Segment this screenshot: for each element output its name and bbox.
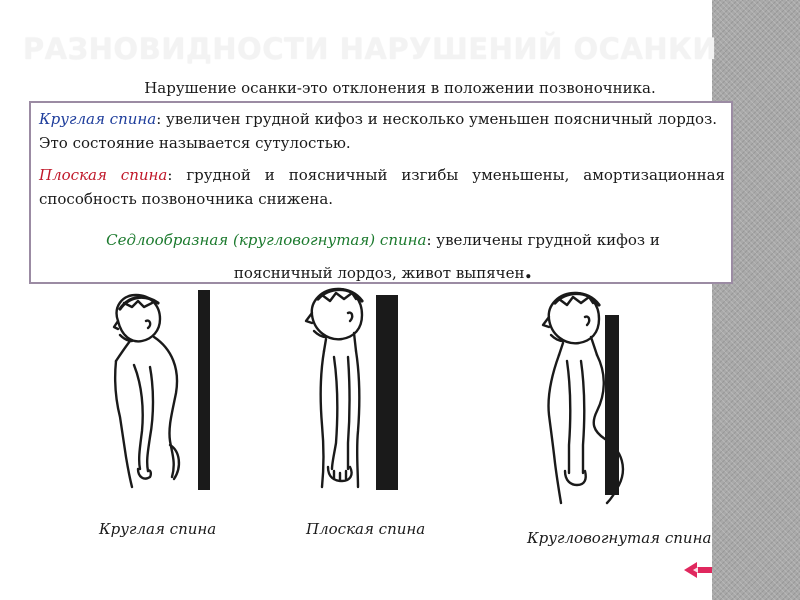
saddle-back-figure [535, 285, 660, 510]
slide-title: РАЗНОВИДНОСТИ НАРУШЕНИЙ ОСАНКИ [22, 32, 718, 66]
caption-flat-back: Плоская спина [306, 520, 426, 538]
slide-subtitle: Нарушение осанки-это отклонения в положении позвоночника. [144, 79, 656, 97]
definition-round-back [39, 107, 725, 155]
round-back-figure [80, 285, 210, 495]
caption-saddle-back: Кругловогнутая спина [527, 529, 712, 547]
caption-round-back: Круглая спина [99, 520, 217, 538]
back-arrow-icon[interactable] [683, 560, 713, 580]
flat-back-figure [298, 285, 408, 495]
definition-flat-back-text: : грудной и поясничный изгибы уменьшены, амортизационная способность позвоночника снижена. [39, 166, 725, 208]
definition-flat-back [39, 163, 725, 211]
definition-saddle-back-text-2: поясничный лордоз, живот выпячен [233, 264, 525, 282]
term-saddle-back: Седлообразная (кругловогнутая) спина [106, 231, 427, 249]
definition-saddle-back-text-1: : увеличены грудной кифоз и [426, 231, 660, 249]
term-round-back: Круглая спина [39, 110, 157, 128]
definition-saddle-back [31, 225, 735, 289]
definitions-box [29, 101, 733, 284]
term-flat-back: Плоская спина [39, 166, 168, 184]
definition-round-back-text: : увеличен грудной кифоз и несколько уменьшен поясничный лордоз. Это состояние называется сутулостью. [39, 110, 718, 152]
definition-end-mark: . [524, 258, 533, 284]
